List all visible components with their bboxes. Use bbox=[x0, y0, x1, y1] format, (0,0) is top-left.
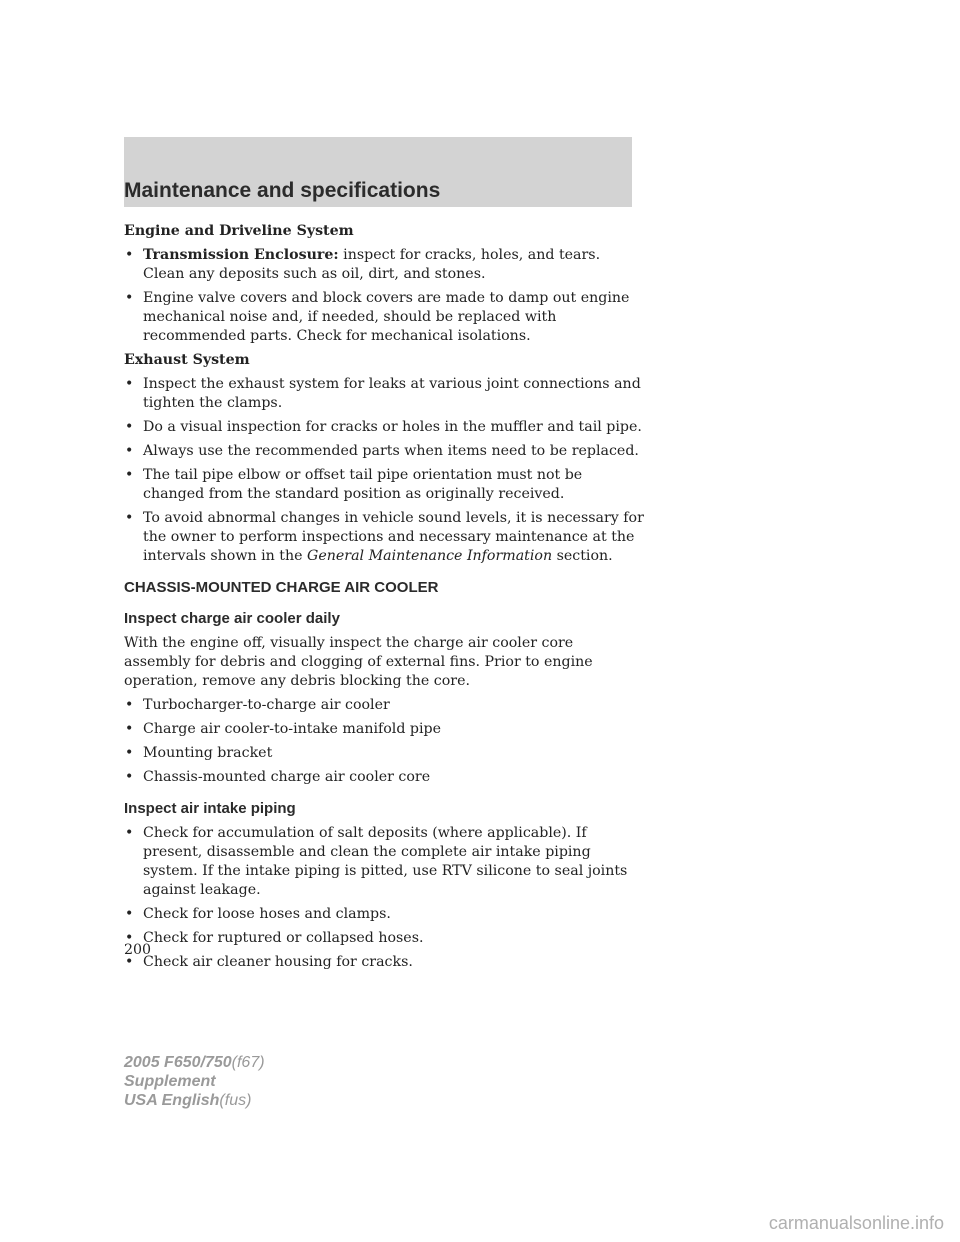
footer-doc-type: Supplement bbox=[124, 1073, 216, 1090]
footer bbox=[124, 1053, 265, 1110]
bullet-icon: • bbox=[125, 721, 134, 737]
cooler-bullet bbox=[124, 696, 644, 715]
engine-heading: Engine and Driveline System bbox=[124, 223, 354, 239]
cooler-bullet-text: Turbocharger-to-charge air cooler bbox=[143, 697, 390, 713]
engine-bullet-2-text: Engine valve covers and block covers are made to damp out engine mechanical noise and, if needed, should be replaced with recommended parts. Check for mechanical isolations. bbox=[143, 290, 630, 344]
engine-bullet-1 bbox=[124, 246, 644, 284]
intake-heading: Inspect air intake piping bbox=[124, 800, 296, 817]
bullet-icon: • bbox=[125, 769, 134, 785]
page-number: 200 bbox=[124, 942, 152, 958]
exhaust-bullet bbox=[124, 375, 644, 413]
bullet-icon: • bbox=[125, 376, 134, 392]
footer-language-code: (fus) bbox=[219, 1092, 252, 1109]
watermark: carmanualsonline.info bbox=[768, 1213, 944, 1233]
cooler-bullet-text: Mounting bracket bbox=[143, 745, 273, 761]
cooler-bullet-text: Charge air cooler-to-intake manifold pipe bbox=[143, 721, 442, 737]
cooler-bullet-text: Chassis-mounted charge air cooler core bbox=[143, 769, 431, 785]
footer-model-line bbox=[124, 1053, 265, 1072]
bullet-icon: • bbox=[125, 419, 134, 435]
bullet-icon: • bbox=[125, 954, 134, 970]
footer-doc-type-line bbox=[124, 1072, 265, 1091]
engine-bullet-1-lead: Transmission Enclosure: bbox=[143, 247, 339, 263]
exhaust-bullet bbox=[124, 418, 644, 437]
bullet-icon: • bbox=[125, 697, 134, 713]
exhaust-bullet-text: Do a visual inspection for cracks or holes in the muffler and tail pipe. bbox=[143, 419, 642, 435]
maintenance-reference: General Maintenance Information bbox=[307, 548, 553, 564]
cooler-bullet bbox=[124, 720, 644, 739]
intake-bullet bbox=[124, 905, 644, 924]
bullet-icon: • bbox=[125, 745, 134, 761]
header-band bbox=[124, 137, 632, 207]
page-title: Maintenance and specifications bbox=[124, 179, 441, 202]
exhaust-bullet-text: Inspect the exhaust system for leaks at various joint connections and tighten the clamps. bbox=[143, 376, 641, 411]
intake-bullet-text: Check for loose hoses and clamps. bbox=[143, 906, 391, 922]
intake-bullet bbox=[124, 953, 644, 972]
bullet-icon: • bbox=[125, 510, 134, 526]
intake-bullet-text: Check air cleaner housing for cracks. bbox=[143, 954, 413, 970]
exhaust-bullet bbox=[124, 466, 644, 504]
intake-bullet bbox=[124, 929, 644, 948]
bullet-icon: • bbox=[125, 825, 134, 841]
exhaust-bullet-text: The tail pipe elbow or offset tail pipe orientation must not be changed from the standard position as originally received. bbox=[143, 467, 583, 502]
bullet-icon: • bbox=[125, 906, 134, 922]
cooler-subheading: Inspect charge air cooler daily bbox=[124, 610, 340, 627]
exhaust-bullet bbox=[124, 442, 644, 461]
intake-bullet bbox=[124, 824, 644, 900]
bullet-icon: • bbox=[125, 247, 134, 263]
bullet-icon: • bbox=[125, 467, 134, 483]
exhaust-bullet-maintenance bbox=[124, 509, 644, 566]
footer-language: USA English bbox=[124, 1092, 220, 1109]
footer-model: 2005 F650/750 bbox=[124, 1054, 232, 1071]
engine-bullet-1-text: inspect for cracks, holes, and tears. Clean any deposits such as oil, dirt, and stones. bbox=[143, 247, 601, 282]
footer-model-code: (f67) bbox=[231, 1054, 265, 1071]
main-content bbox=[124, 222, 644, 977]
engine-bullet-2 bbox=[124, 289, 644, 346]
footer-language-line bbox=[124, 1091, 265, 1110]
exhaust-heading: Exhaust System bbox=[124, 352, 250, 368]
cooler-section-heading: CHASSIS-MOUNTED CHARGE AIR COOLER bbox=[124, 579, 439, 596]
exhaust-bullet-text: To avoid abnormal changes in vehicle sound levels, it is necessary for the owner to perform inspections and necessary maintenance at the intervals shown in the bbox=[143, 510, 644, 564]
cooler-paragraph: With the engine off, visually inspect the charge air cooler core assembly for debris and clogging of external fins. Prior to engine operation, remove any debris blocking the core. bbox=[124, 635, 593, 689]
cooler-bullet bbox=[124, 768, 644, 787]
bullet-icon: • bbox=[125, 443, 134, 459]
intake-bullet-text: Check for accumulation of salt deposits (where applicable). If present, disassemble and clean the complete air intake piping system. If the intake piping is pitted, use RTV silicone to seal joints against leakage. bbox=[143, 825, 628, 898]
exhaust-bullet-text-end: section. bbox=[552, 548, 613, 564]
bullet-icon: • bbox=[125, 290, 134, 306]
intake-bullet-text: Check for ruptured or collapsed hoses. bbox=[143, 930, 424, 946]
cooler-bullet bbox=[124, 744, 644, 763]
bullet-icon: • bbox=[125, 930, 134, 946]
exhaust-bullet-text: Always use the recommended parts when items need to be replaced. bbox=[143, 443, 639, 459]
